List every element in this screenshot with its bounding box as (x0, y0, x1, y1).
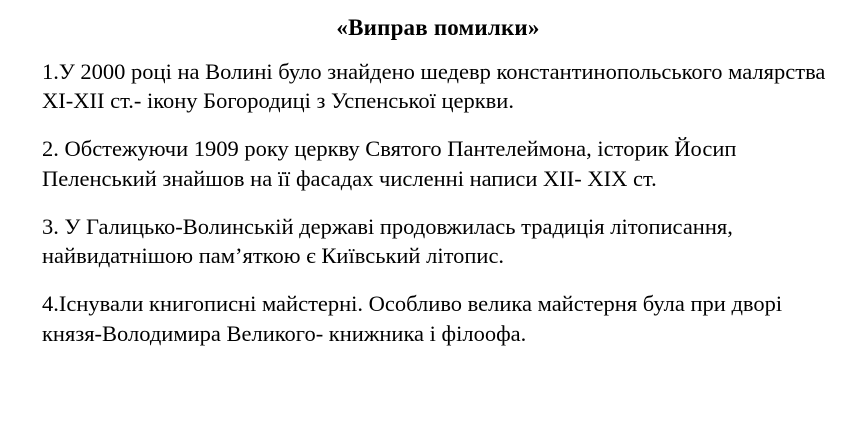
paragraph-3: 3. У Галицько-Волинській державі продовжилась традиція літописання, найвидатнішою пам’яткою є Київський літопис. (42, 213, 733, 269)
paragraph-4: 4.Існували книгописні майстерні. Особливо велика майстерня була при дворі князя-Володимира Великого- книжника і філоофа. (42, 290, 783, 346)
page-title: «Виправ помилки» (336, 15, 540, 40)
paragraph-1: 1.У 2000 році на Волині було знайдено шедевр константинопольського малярства XI-XII ст.- ікону Богородиці з Успенської церкви. (42, 58, 826, 114)
paragraph-2: 2. Обстежуючи 1909 року церкву Святого Пантелеймона, історик Йосип Пеленський знайшов на її фасадах численні написи XII- XIX ст. (42, 136, 737, 191)
